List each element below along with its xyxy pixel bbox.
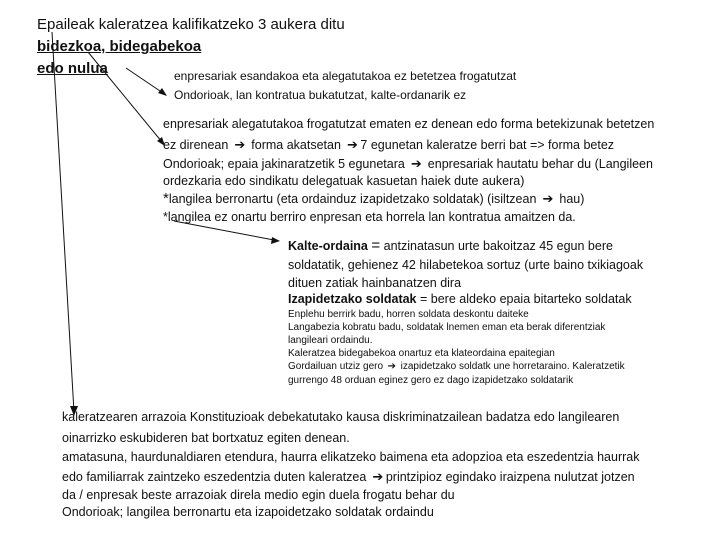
note-line-5 (288, 361, 625, 374)
star-marker: * (163, 190, 169, 207)
bidezkoa-line-2: Ondorioak, lan kontratua bukatutzat, kalte-ordanarik ez (174, 88, 467, 102)
bidegabekoa-line-5 (163, 189, 584, 209)
bidegabekoa-line-3a: Ondorioak; epaia jakinaratzetik 5 egunetara (163, 157, 405, 171)
izapidetzako-def: = bere aldeko epaia bitarteko soldatak (420, 292, 632, 306)
note-line-3: langileari ordaindu. (288, 335, 373, 346)
bidegabekoa-line-3b: enpresariak hautatu behar du (Langileen (427, 157, 653, 171)
note-line-2: Langabezia kobratu badu, soldatak lnemen eman eta berak diferentziak (288, 322, 606, 333)
nulua-line-1: kaleratzearen arrazoia Konstituzioak debekatutako kausa diskriminatzailean badatza edo langilearen (62, 410, 620, 424)
nulua-line-4a: edo familiarrak zaintzeko eszedentzia duten kaleratzea (62, 470, 367, 484)
izapidetzako-line (288, 289, 632, 309)
note-line-5b: izapidetzako soldatk une horretaraino. Kaleratzetik (400, 361, 625, 372)
bidegabekoa-line-2c: 7 egunetan kaleratze berri bat => forma betez (360, 138, 615, 152)
izapidetzako-term: Izapidetzako soldatak (288, 292, 417, 306)
nulua-line-3: amatasuna, haurdunaldiaren etendura, haurra elikatzeko baimena eta adopzioa eta eszedentzia haurrak (62, 450, 640, 464)
connector-arrowhead-kalte-ordaina (271, 237, 280, 244)
note-line-1: Enplehu berrirk badu, horren soldata deskontu daiteke (288, 309, 529, 320)
kalte-ordaina-def-1: antzinatasun urte bakoitzaz 45 egun bere (383, 239, 613, 253)
nulua-line-4 (62, 467, 635, 487)
connector-line-bidezkoa (52, 32, 74, 412)
bidegabekoa-line-4: ordezkaria edo sindikatu delegatuak kasuetan haiek dute aukera) (163, 174, 525, 188)
connector-arrowhead-nulua (158, 88, 167, 96)
bidegabekoa-line-6: *langilea ez onartu berriro enpresan eta horrela lan kontratua amaitzen da. (163, 210, 576, 224)
equals-sign: = (371, 237, 381, 254)
nulua-line-5: da / enpresak beste arrazoiak direla medio egin duela frogatu behar du (62, 488, 455, 502)
connector-line-nulua (126, 68, 163, 93)
option-nulua: edo nulua (37, 60, 108, 77)
note-line-6: gurrengo 48 orduan eginez gero ez dago izapidetzako soldatarik (288, 375, 574, 386)
bidezkoa-line-1: enpresariak esandakoa eta alegatutakoa ez betetzea frogatutzat (174, 69, 517, 83)
nulua-line-2: oinarrizko eskubideren bat bortxatuz egiten denean. (62, 431, 350, 445)
option-bidezkoa-bidegabekoa: bidezkoa, bidegabekoa (37, 38, 202, 55)
page-title: Epaileak kaleratzea kalifikatzeko 3 aukera ditu (37, 16, 345, 33)
kalte-ordaina-line-2: soldatatik, gehienez 42 hilabetekoa sortuz (urte baino txikiagoak (288, 258, 644, 272)
bidegabekoa-line-2a: ez direnean (163, 138, 229, 152)
bidegabekoa-line-5b: hau) (559, 192, 585, 206)
arrow-icon: ➔ (372, 469, 384, 484)
note-line-4: Kaleratzea bidegabekoa onartuz eta klateordaina epaitegian (288, 348, 555, 359)
bidegabekoa-line-2 (163, 135, 614, 155)
nulua-line-4b: printzipioz egindako iraizpena nulutzat jotzen (385, 470, 635, 484)
arrow-icon: ➔ (346, 137, 358, 152)
note-line-5a: Gordailuan utziz gero (288, 361, 384, 372)
bidegabekoa-line-2b: forma akatsetan (251, 138, 341, 152)
nulua-line-6: Ondorioak; langilea berronartu eta izapoidetzako soldatak ordaindu (62, 505, 434, 519)
arrow-icon: ➔ (234, 137, 246, 152)
arrow-icon: ➔ (542, 191, 554, 206)
arrow-icon: ➔ (387, 361, 397, 372)
kalte-ordaina-term: Kalte-ordaina (288, 239, 368, 253)
kalte-ordaina-line-1 (288, 236, 613, 256)
kalte-ordaina-line-3: dituen zatiak hainbanatzen dira (288, 276, 462, 290)
bidegabekoa-line-5a: langilea berronartu (eta ordainduz izapidetzako soldatak) (isiltzean (168, 192, 537, 206)
bidegabekoa-line-1: enpresariak alegatutakoa frogatutzat ematen ez denean edo forma betekizunak betetzen (163, 117, 655, 131)
arrow-icon: ➔ (410, 156, 422, 171)
